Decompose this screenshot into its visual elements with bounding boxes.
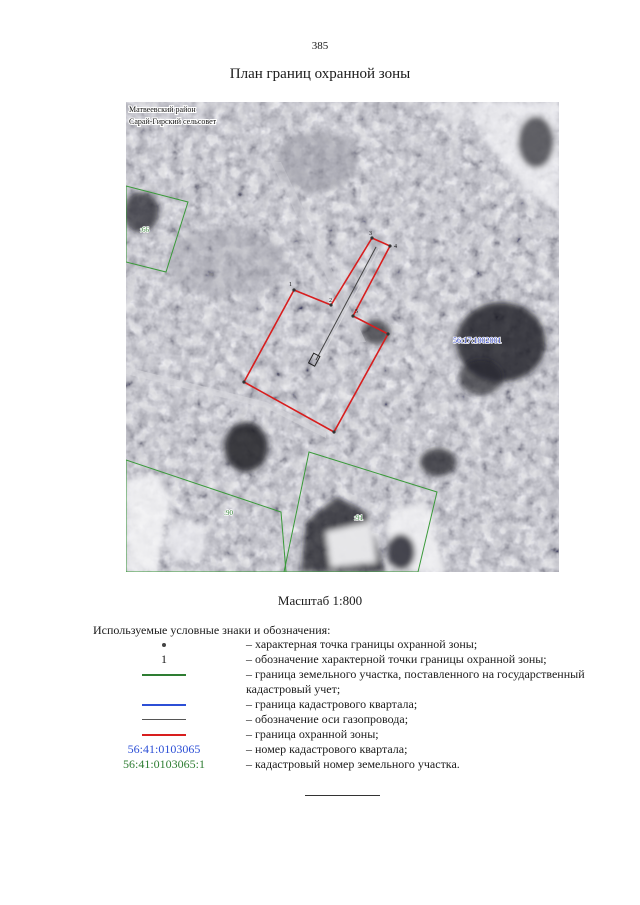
legend-symbol bbox=[90, 697, 238, 712]
boundary-point-symbol bbox=[162, 643, 166, 647]
legend-description: – номер кадастрового квартала; bbox=[246, 742, 408, 756]
legend-row bbox=[90, 727, 610, 742]
legend-row bbox=[90, 697, 610, 712]
legend-row bbox=[90, 637, 610, 652]
pipeline-axis-symbol bbox=[142, 719, 186, 720]
point-label: 2 bbox=[329, 298, 332, 304]
page-title: План границ охранной зоны bbox=[229, 66, 411, 82]
council-label: Сарай-Гирский сельсовет bbox=[129, 117, 217, 126]
legend-description: – граница охранной зоны; bbox=[246, 727, 379, 741]
boundary-point[interactable] bbox=[386, 332, 389, 335]
map-scale: Масштаб 1:800 bbox=[277, 593, 363, 608]
legend-row bbox=[90, 712, 610, 727]
quarter-number-label: 56:17:1002001 bbox=[453, 336, 502, 345]
boundary-point[interactable] bbox=[242, 380, 245, 383]
district-label: Матвеевский район bbox=[129, 105, 196, 114]
legend-description: – кадастровый номер земельного участка. bbox=[246, 757, 460, 771]
legend-symbol bbox=[90, 727, 238, 742]
legend-description: – характерная точка границы охранной зоны; bbox=[246, 637, 478, 651]
legend-row bbox=[90, 667, 610, 697]
quarter-line-symbol bbox=[142, 704, 186, 706]
point-label: 4 bbox=[394, 244, 397, 250]
legend-symbol: 56:41:0103065:1 bbox=[122, 757, 205, 771]
parcel-label-91: :91 bbox=[354, 514, 363, 522]
legend-description: – граница кадастрового квартала; bbox=[246, 697, 418, 711]
legend-description: – граница земельного участка, поставленного на государственный кадастровый учет; bbox=[246, 667, 585, 696]
legend-description: – обозначение оси газопровода; bbox=[246, 712, 409, 726]
map-canvas bbox=[126, 102, 559, 572]
legend-title: Используемые условные знаки и обозначения: bbox=[93, 623, 331, 637]
legend-symbol bbox=[90, 712, 238, 727]
legend-symbol: 1 bbox=[161, 652, 167, 666]
point-label: 5 bbox=[355, 309, 358, 315]
boundary-point[interactable] bbox=[292, 288, 295, 291]
legend-row bbox=[90, 742, 610, 757]
point-label: 3 bbox=[369, 231, 372, 237]
legend-row bbox=[90, 757, 610, 772]
parcel-label-66: :66 bbox=[140, 226, 149, 234]
boundary-point[interactable] bbox=[332, 430, 335, 433]
boundary-point[interactable] bbox=[388, 244, 391, 247]
end-rule bbox=[305, 795, 380, 796]
page-number: 385 bbox=[311, 40, 329, 52]
legend-symbol: 56:41:0103065 bbox=[127, 742, 201, 756]
map-frame[interactable] bbox=[126, 102, 559, 572]
land-plot-line-symbol bbox=[142, 674, 186, 676]
legend-description: – обозначение характерной точки границы охранной зоны; bbox=[246, 652, 547, 666]
legend-row bbox=[90, 652, 610, 667]
point-label: 1 bbox=[289, 282, 292, 288]
legend-symbol bbox=[90, 667, 238, 682]
parcel-label-90: :90 bbox=[224, 509, 233, 517]
protection-zone-line-symbol bbox=[142, 734, 186, 736]
legend bbox=[90, 637, 610, 772]
legend-symbol bbox=[90, 637, 238, 652]
